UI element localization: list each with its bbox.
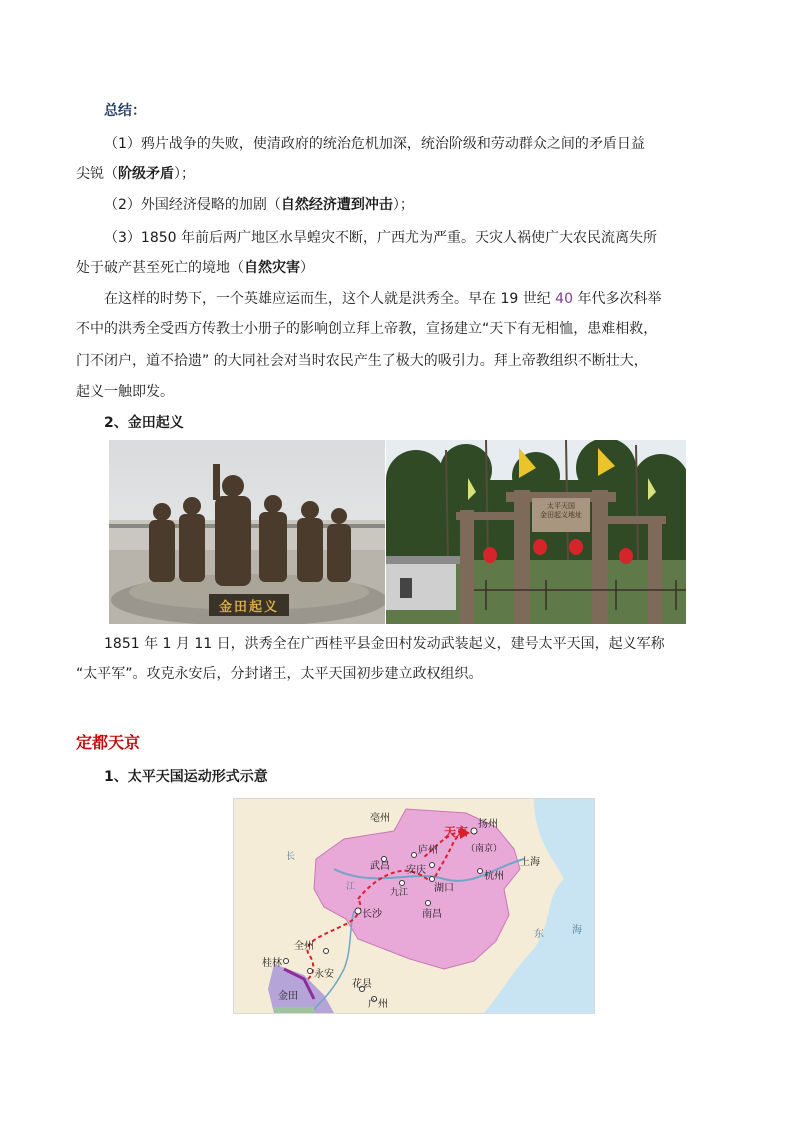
- text: ）；: [392, 197, 414, 213]
- gate-sign-line-1: 太平天国: [547, 502, 575, 510]
- highlight-40: 40: [555, 291, 573, 307]
- intro-line-3: 门不闭户，道不拾遗” 的大同社会对当时农民产生了极大的吸引力。拜上帝教组织不断壮大，: [76, 353, 648, 369]
- map-label-jintian: 金田: [278, 991, 298, 1002]
- text: ）；: [174, 166, 195, 182]
- intro-line-1: [104, 289, 661, 309]
- gate-sign: [532, 502, 590, 520]
- intro-line-4: 起义一触即发。: [76, 384, 174, 400]
- text: 尖锐（: [76, 166, 118, 182]
- jintian-text-1: 1851 年 1 月 11 日，洪秀全在广西桂平县金田村发动武装起义，建号太平天国，起义军称: [104, 636, 665, 652]
- map-label-guangzhou: 广州: [368, 999, 388, 1010]
- natural-disaster: 自然灾害: [244, 260, 300, 276]
- summary-point-3: （3）1850 年前后两广地区水旱蝗灾不断，广西尤为严重。天灾人祸使广大农民流离失所: [104, 230, 657, 246]
- map-label-nanjing: （南京）: [466, 844, 503, 854]
- map-label-hangzhou: 杭州: [484, 871, 504, 882]
- section-title-tianjing: 定都天京: [76, 733, 141, 752]
- map-label-chang: 长: [286, 852, 296, 862]
- text: 在这样的时势下，一个英雄应运而生，这个人就是洪秀全。早在 19 世纪: [104, 291, 556, 307]
- map-label-hukou: 湖口: [434, 883, 454, 894]
- natural-economy: 自然经济遭到冲击: [280, 197, 393, 213]
- map-label-jiujiang: 九江: [390, 888, 409, 898]
- map-label-huaxian: 花县: [352, 979, 372, 990]
- taiping-map: [233, 798, 595, 1014]
- taiping-map-svg: [234, 799, 594, 1013]
- map-label-shanghai: 上海: [520, 857, 540, 868]
- map-label-wuchang: 武昌: [370, 861, 390, 872]
- gate-sign-line-2: 金田起义地址: [540, 511, 582, 519]
- map-label-nanchang: 南昌: [422, 909, 442, 920]
- map-label-jiang: 江: [346, 882, 356, 892]
- map-label-anqing: 安庆: [406, 865, 426, 876]
- text: （2）外国经济侵略的加剧（: [104, 197, 281, 213]
- text: 年代多次科举: [573, 291, 662, 307]
- map-label-dong: 东: [534, 929, 544, 940]
- map-label-bozhou: 亳州: [370, 813, 390, 824]
- summary-point-3-cont: [76, 258, 314, 278]
- map-label-changsha: 长沙: [362, 909, 382, 920]
- summary-point-1: （1）鸦片战争的失败，使清政府的统治危机加深，统治阶级和劳动群众之间的矛盾日益: [104, 136, 645, 152]
- class-contradiction: 阶级矛盾: [118, 166, 174, 182]
- statue-photo: [109, 440, 385, 624]
- text: 处于破产甚至死亡的境地（: [76, 260, 244, 276]
- map-label-luzhou: 庐州: [418, 845, 438, 856]
- map-label-tianjing: 天京: [444, 825, 469, 839]
- summary-point-2: [104, 195, 414, 215]
- gate-photo: [386, 440, 686, 624]
- map-heading: 1、太平天国运动形式示意: [104, 769, 268, 785]
- map-label-yongan: 永安: [314, 969, 334, 980]
- map-label-quanzhou: 全州: [294, 941, 314, 952]
- map-label-yangzhou: 扬州: [478, 819, 498, 830]
- summary-point-1-cont: [76, 164, 195, 184]
- statue-plaque: 金田起义: [218, 600, 279, 615]
- map-label-guilin: 桂林: [262, 958, 282, 969]
- summary-title: 总结：: [104, 103, 146, 119]
- text: ）: [300, 260, 314, 276]
- jintian-heading: 2、金田起义: [104, 415, 184, 431]
- gate-photo-svg: [386, 440, 686, 624]
- jintian-text-2: “太平军”。攻克永安后，分封诸王，太平天国初步建立政权组织。: [76, 666, 483, 682]
- intro-line-2: 不中的洪秀全受西方传教士小册子的影响创立拜上帝教，宣扬建立“天下有无相恤，患难相救，: [76, 321, 658, 337]
- map-label-hai: 海: [572, 925, 582, 936]
